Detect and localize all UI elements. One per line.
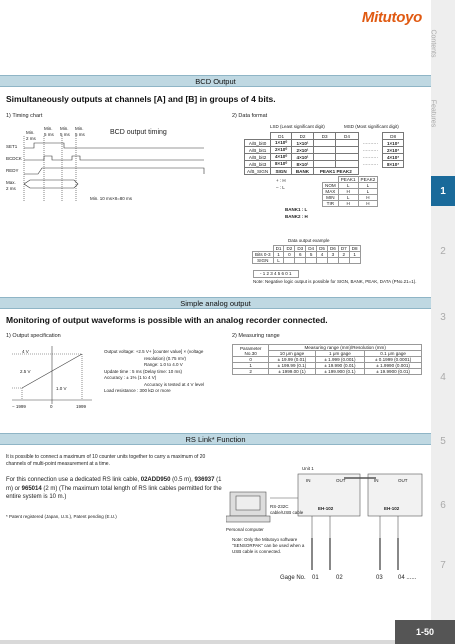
- bcd-output-band: BCD Output: [0, 75, 431, 87]
- rs-paragraph-1: It is possible to connect a maximum of 10 counter units together to carry a maximum of 20 channels of multi-point measurement at a time.: [6, 454, 206, 467]
- rs232-label: RS-232C cable/USB cable: [270, 504, 304, 515]
- analog-output-band: Simple analog output: [0, 297, 431, 309]
- table-row: A/B_bit3 8×10⁰ 8×10¹ ·········· 8×10⁷: [245, 161, 404, 168]
- data-format-table: [244, 132, 404, 175]
- table-row: A/B_bit0 1×10⁰ 1×10¹ ·········· 1×10⁷: [245, 140, 404, 147]
- y-label-1v: 1.0 V: [56, 386, 67, 391]
- unit2-in: IN: [374, 478, 379, 483]
- col-d8: D8: [383, 133, 404, 140]
- sidebar-chapter-3[interactable]: 3: [440, 312, 446, 323]
- example-title: Data output example: [288, 238, 330, 243]
- rs-link-diagram: [226, 458, 426, 588]
- unit2-out: OUT: [398, 478, 408, 483]
- col-d2: D2: [291, 133, 313, 140]
- analog-output-graph: [8, 342, 94, 412]
- table-row: 0 ± 19.99 (0.01) ± 1.999 (0.001) ± 0.1999 (0.0001): [233, 357, 422, 363]
- timing-bottom-label: Min. 10 ms×8=80 ms: [90, 196, 133, 201]
- timing-min-3: Min. 5 ms: [60, 126, 70, 137]
- measuring-range-title: 2) Measuring range: [232, 333, 280, 339]
- table-row: 1 ± 199.99 (0.1) ± 19.990 (0.01) ± 1.9990 (0.001): [233, 363, 422, 369]
- peak-table: PEAK1 PEAK2 NOM L L MAX H L MIN L H TIR H H: [322, 176, 378, 207]
- timing-min-1: Min. 2 ms: [26, 130, 36, 141]
- sidebar-contents[interactable]: Contents: [429, 29, 437, 58]
- lsd-label: LSD (Least significant digit): [270, 124, 325, 129]
- gage-01: 01: [312, 575, 319, 581]
- chapter-sidebar: [431, 0, 455, 644]
- msd-label: MSD (Most significant digit): [344, 124, 399, 129]
- sidebar-features[interactable]: Features: [429, 99, 437, 128]
- gage-02: 02: [336, 575, 343, 581]
- rs-paragraph-2: For this connection use a dedicated RS link cable, 02ADD950 (0.5 m), 936937 (1 m) or 965014 (2 m) (The maximum total length of RS link cables permitted for the entire system is 10 m.): [6, 477, 222, 501]
- unit1-label: Unit 1: [302, 466, 314, 471]
- gage-04: 04 ......: [398, 575, 417, 581]
- col-d4: D4: [336, 133, 358, 140]
- timing-min-2: Min. 5 ms: [44, 126, 54, 137]
- timing-chart-title: 1) Timing chart: [6, 113, 43, 119]
- footer-line: [0, 640, 395, 644]
- unit1-in: IN: [306, 478, 311, 483]
- sidebar-chapter-6[interactable]: 6: [440, 500, 446, 511]
- bank2-label: BANK2 : H: [285, 214, 308, 219]
- x-label-zero: 0: [50, 404, 53, 409]
- y-label-2-5v: 2.5 V: [20, 369, 31, 374]
- table-row: A/B_SIGN SIGN BANK PEAK1 PEAK2: [245, 168, 404, 175]
- table-row: NOM L L: [323, 183, 378, 189]
- rs-link-band: RS Link* Function: [0, 433, 431, 445]
- bank1-label: BANK1 : L: [285, 207, 308, 212]
- y-label-4v: 4 V: [22, 349, 29, 354]
- pc-label: Personal computer: [226, 527, 264, 532]
- table-row: MAX H L: [323, 189, 378, 195]
- rs-note: Note: Only the Mitutoyo software "SENSORPAK" can be used when a USB cable is connected.: [232, 537, 305, 554]
- col-d1: D1: [271, 133, 292, 140]
- eh102-2: EH-102: [384, 506, 400, 511]
- signal-set1: SET1: [6, 144, 18, 149]
- bcd-headline: Simultaneously outputs at channels [A] and [B] in groups of 4 bits.: [6, 94, 276, 104]
- signal-redy: REDY: [6, 168, 19, 173]
- signal-bcdck: BCDCK: [6, 156, 22, 161]
- x-label-neg: − 1999: [12, 404, 26, 409]
- sidebar-chapter-5[interactable]: 5: [440, 436, 446, 447]
- page-number: 1-50: [395, 620, 455, 644]
- eh102-1: EH-102: [318, 506, 334, 511]
- data-format-title: 2) Data format: [232, 113, 268, 119]
- gage-03: 03: [376, 575, 383, 581]
- unit1-out: OUT: [336, 478, 346, 483]
- table-row: TIR H H: [323, 201, 378, 207]
- sidebar-chapter-2[interactable]: 2: [440, 246, 446, 257]
- table-row: 2 ± 1999.00 (1) ± 199.900 (0.1) ± 19.9900 (0.01): [233, 369, 422, 375]
- example-table: D1 D2 D3 D4 D5 D6 D7 D8 Bits 0-3 1 0 6 5 4 3 2 1 SIGN L: [252, 245, 361, 264]
- table-row: Bits 0-3 1 0 6 5 4 3 2 1: [253, 252, 361, 258]
- gage-no-label: Gage No.: [280, 575, 306, 581]
- sidebar-chapter-1[interactable]: 1: [431, 176, 455, 206]
- timing-caption: BCD output timing: [110, 129, 167, 136]
- sign-plus: + : H: [276, 178, 286, 183]
- bcd-note: Note: Negative logic output is possible for SIGN, BANK, PEAK, DATA (PNo.21=1).: [253, 279, 417, 284]
- x-label-pos: 1999: [76, 404, 87, 409]
- timing-min-4: Min. 5 ms: [75, 126, 85, 137]
- output-spec-title: 1) Output specification: [6, 333, 61, 339]
- col-d3: D3: [314, 133, 336, 140]
- signal-max: Max. 2 ms: [6, 180, 16, 191]
- sign-minus: – : L: [276, 185, 285, 190]
- mitutoyo-logo: Mitutoyo: [361, 9, 422, 26]
- output-spec-text: Output voltage: +2.5 V+ [counter value] × (voltage resolution) (0.75 mV) Range: 1.0 to 4.0 V Update time : 5 ms (Delay time: 10 ms) Accuracy : ± 1% (1 to 4 V) Accuracy is tested at 4 V level Load resistance : 300 kΩ or more: [104, 349, 205, 394]
- table-row: A/B_bit1 2×10⁰ 2×10¹ ·········· 2×10⁷: [245, 147, 404, 154]
- analog-headline: Monitoring of output waveforms is possible with an analog recorder connected.: [6, 315, 328, 325]
- table-row: MIN L H: [323, 195, 378, 201]
- rs-footnote: * Patent registered (Japan, U.S.), Patent pending (E.U.): [6, 514, 117, 519]
- example-value: - 1 2 3 4 5 6 0 1: [253, 270, 299, 278]
- table-row: SIGN L: [253, 258, 361, 264]
- sidebar-chapter-4[interactable]: 4: [440, 372, 446, 383]
- table-row: A/B_bit2 4×10⁰ 4×10¹ ·········· 4×10⁷: [245, 154, 404, 161]
- measuring-range-table: Parameter No.30 Measuring range (mm)/Resolution (mm) 10 μm gage 1 μm gage 0.1 μm gage 0 ± 19.99 (0.01) ± 1.999 (0.001) ± 0.1999 (0.0001) 1 ± 199.99 (0.1) ± 19.990 (0.01) ± 1.9990 (0.001) 2 ± 1999.00 (1) ± 199.900 (0.1) ± 19.9900 (0.01): [232, 344, 422, 375]
- sidebar-chapter-7[interactable]: 7: [440, 560, 446, 571]
